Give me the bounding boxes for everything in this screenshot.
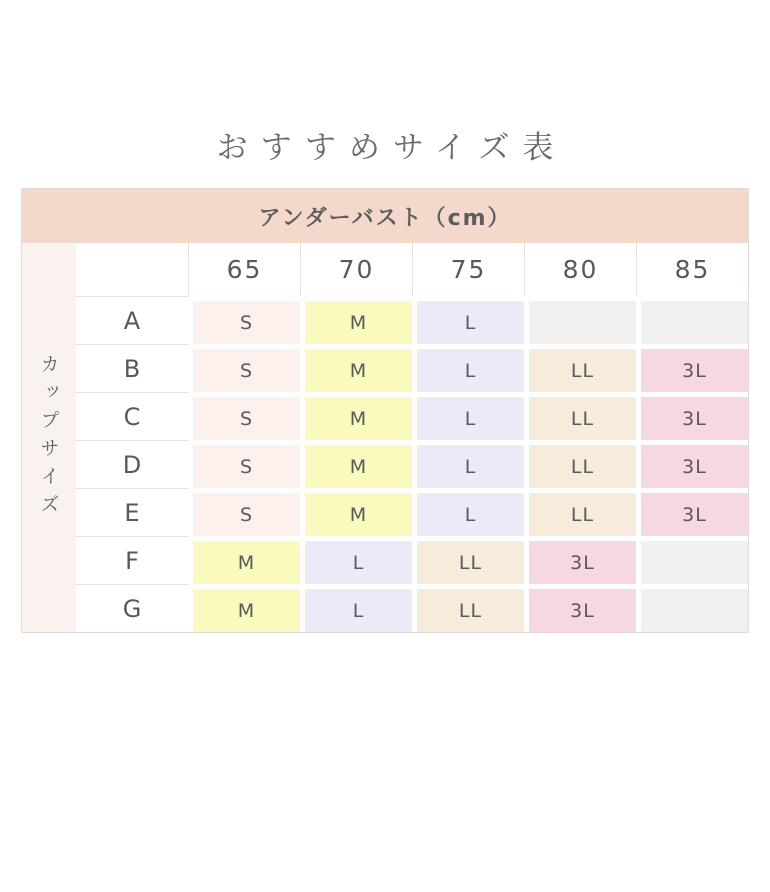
size-value: L — [417, 349, 524, 392]
size-value: LL — [417, 541, 524, 584]
size-value: S — [193, 493, 300, 536]
recommended-size-table — [21, 188, 749, 633]
size-cell — [300, 536, 412, 584]
cup-size-axis-label: カップサイズ — [37, 353, 60, 522]
cup-letter: D — [76, 440, 188, 488]
size-cell — [412, 344, 524, 392]
size-cell — [300, 488, 412, 536]
cup-row-g — [76, 584, 748, 632]
size-value: L — [417, 301, 524, 344]
size-cell — [412, 392, 524, 440]
cup-size-axis — [22, 243, 76, 632]
size-value: S — [193, 301, 300, 344]
size-cell — [412, 488, 524, 536]
size-cell — [636, 344, 748, 392]
cup-row-e — [76, 488, 748, 536]
size-value: M — [193, 541, 300, 584]
underbust-header-label: アンダーバスト（cm） — [258, 205, 512, 231]
size-cell — [300, 584, 412, 632]
size-cell — [524, 440, 636, 488]
column-header-75: 75 — [412, 243, 524, 296]
size-cell — [412, 584, 524, 632]
size-value: 3L — [529, 589, 636, 632]
size-cell — [524, 392, 636, 440]
size-cell — [188, 344, 300, 392]
size-cell — [300, 392, 412, 440]
cup-row-b — [76, 344, 748, 392]
size-value: 3L — [641, 349, 748, 392]
size-value: L — [417, 397, 524, 440]
size-value: L — [417, 445, 524, 488]
size-value: LL — [529, 397, 636, 440]
size-value: LL — [417, 589, 524, 632]
table-body — [22, 243, 748, 632]
cup-row-c — [76, 392, 748, 440]
size-cell — [188, 584, 300, 632]
size-value: L — [305, 589, 412, 632]
cup-letter: G — [76, 584, 188, 632]
size-value: LL — [529, 349, 636, 392]
size-value: L — [305, 541, 412, 584]
size-value: L — [417, 493, 524, 536]
column-header-80: 80 — [524, 243, 636, 296]
size-cell — [188, 536, 300, 584]
cup-letter: E — [76, 488, 188, 536]
size-cell — [412, 536, 524, 584]
size-cell — [524, 584, 636, 632]
size-value: LL — [529, 493, 636, 536]
size-cell — [188, 440, 300, 488]
size-cell — [524, 488, 636, 536]
column-header-85: 85 — [636, 243, 748, 296]
size-cell — [636, 296, 748, 344]
size-value: S — [193, 349, 300, 392]
size-value: M — [305, 493, 412, 536]
size-cell — [412, 440, 524, 488]
size-value: LL — [529, 445, 636, 488]
size-value: 3L — [641, 445, 748, 488]
size-cell — [636, 536, 748, 584]
size-value: 3L — [641, 493, 748, 536]
cup-letter: A — [76, 296, 188, 344]
size-cell — [524, 296, 636, 344]
size-cell — [300, 296, 412, 344]
size-cell — [300, 344, 412, 392]
cup-letter: F — [76, 536, 188, 584]
size-cell — [636, 440, 748, 488]
size-cell — [188, 296, 300, 344]
size-cell — [636, 392, 748, 440]
size-value: M — [305, 349, 412, 392]
column-header-70: 70 — [300, 243, 412, 296]
size-cell — [188, 488, 300, 536]
column-header-row — [76, 243, 748, 296]
size-value: M — [193, 589, 300, 632]
column-header-65: 65 — [188, 243, 300, 296]
size-value: M — [305, 397, 412, 440]
cup-letter: B — [76, 344, 188, 392]
size-value: 3L — [529, 541, 636, 584]
size-cell — [636, 584, 748, 632]
size-cell — [188, 392, 300, 440]
size-value: 3L — [641, 397, 748, 440]
size-value — [641, 589, 748, 632]
size-value — [529, 301, 636, 344]
size-value — [641, 301, 748, 344]
cup-row-a — [76, 296, 748, 344]
size-value: M — [305, 445, 412, 488]
page-title: おすすめサイズ表 — [216, 129, 567, 166]
size-value: S — [193, 445, 300, 488]
cup-letter: C — [76, 392, 188, 440]
size-cell — [300, 440, 412, 488]
corner-cell — [76, 243, 188, 296]
cup-row-d — [76, 440, 748, 488]
size-cell — [524, 344, 636, 392]
underbust-header-band — [22, 189, 748, 243]
table-grid — [76, 243, 748, 632]
size-value — [641, 541, 748, 584]
cup-row-f — [76, 536, 748, 584]
size-value: S — [193, 397, 300, 440]
size-cell — [524, 536, 636, 584]
size-cell — [636, 488, 748, 536]
size-cell — [412, 296, 524, 344]
size-value: M — [305, 301, 412, 344]
